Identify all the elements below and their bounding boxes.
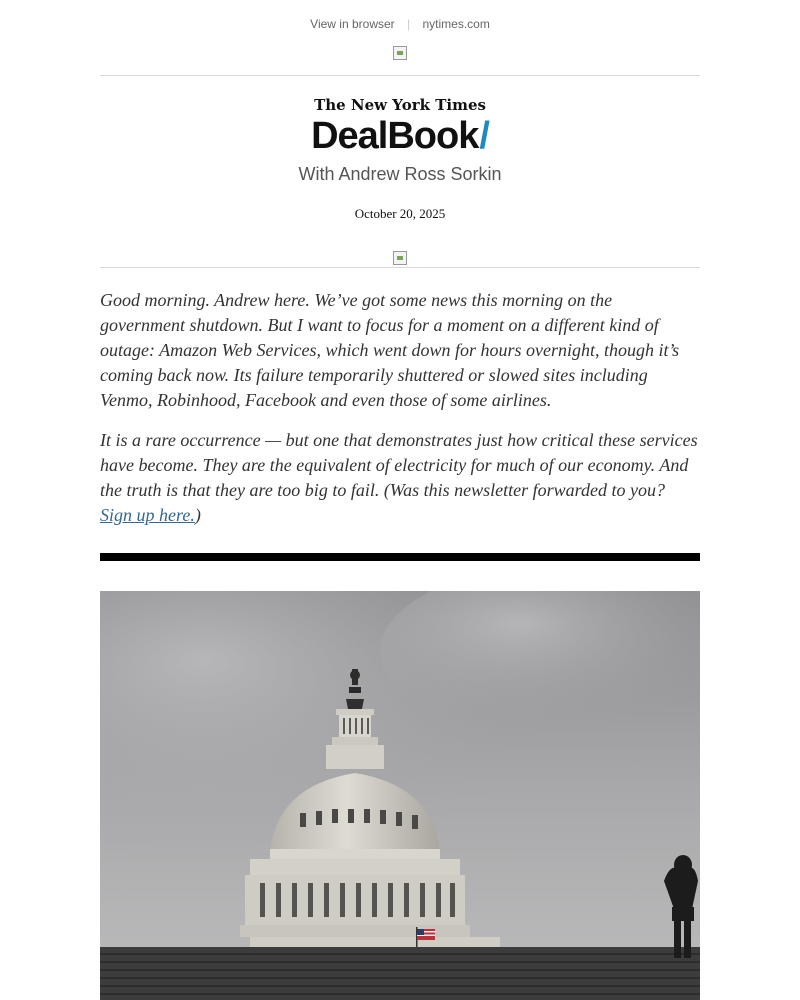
nytimes-link[interactable]: nytimes.com — [422, 17, 490, 31]
byline: With Andrew Ross Sorkin — [298, 164, 502, 184]
nyt-logo: The New York Times — [314, 96, 486, 114]
dealbook-wordmark: DealBook — [311, 115, 479, 157]
intro-paragraph-1: Good morning. Andrew here. We’ve got some news this morning on the government shutdown. But I want to focus for a moment on a different kind of outage: Amazon Web Services, which went down for hours overnight, though it’s coming back now. Its failure temporarily shuttered or slowed sites including Venmo, Robinhood, Facebook and even those of some airlines. — [100, 290, 680, 410]
intro-paragraph-2-text: It is a rare occurrence — but one that demonstrates just how critical these services have become. They are the equivalent of electricity for much of our economy. And the truth is that they are too big to fail. (Was this newsletter forwarded to you? — [100, 430, 698, 500]
link-separator: | — [407, 17, 411, 31]
dealbook-logo — [100, 115, 700, 158]
broken-image-icon — [393, 251, 407, 265]
section-divider — [100, 553, 700, 561]
issue-date: October 20, 2025 — [354, 206, 446, 221]
view-in-browser-link[interactable]: View in browser — [310, 17, 395, 31]
signup-link[interactable]: Sign up here. — [100, 505, 195, 525]
intro-paragraph-2-end: ) — [194, 505, 201, 525]
intro-divider — [100, 267, 700, 268]
broken-image-icon — [393, 46, 407, 60]
dealbook-slash: / — [479, 115, 489, 157]
top-links — [0, 17, 800, 31]
intro-paragraph-2 — [100, 428, 700, 528]
capitol-photo — [100, 591, 700, 1000]
header-divider — [100, 75, 700, 76]
intro-text — [100, 288, 700, 543]
